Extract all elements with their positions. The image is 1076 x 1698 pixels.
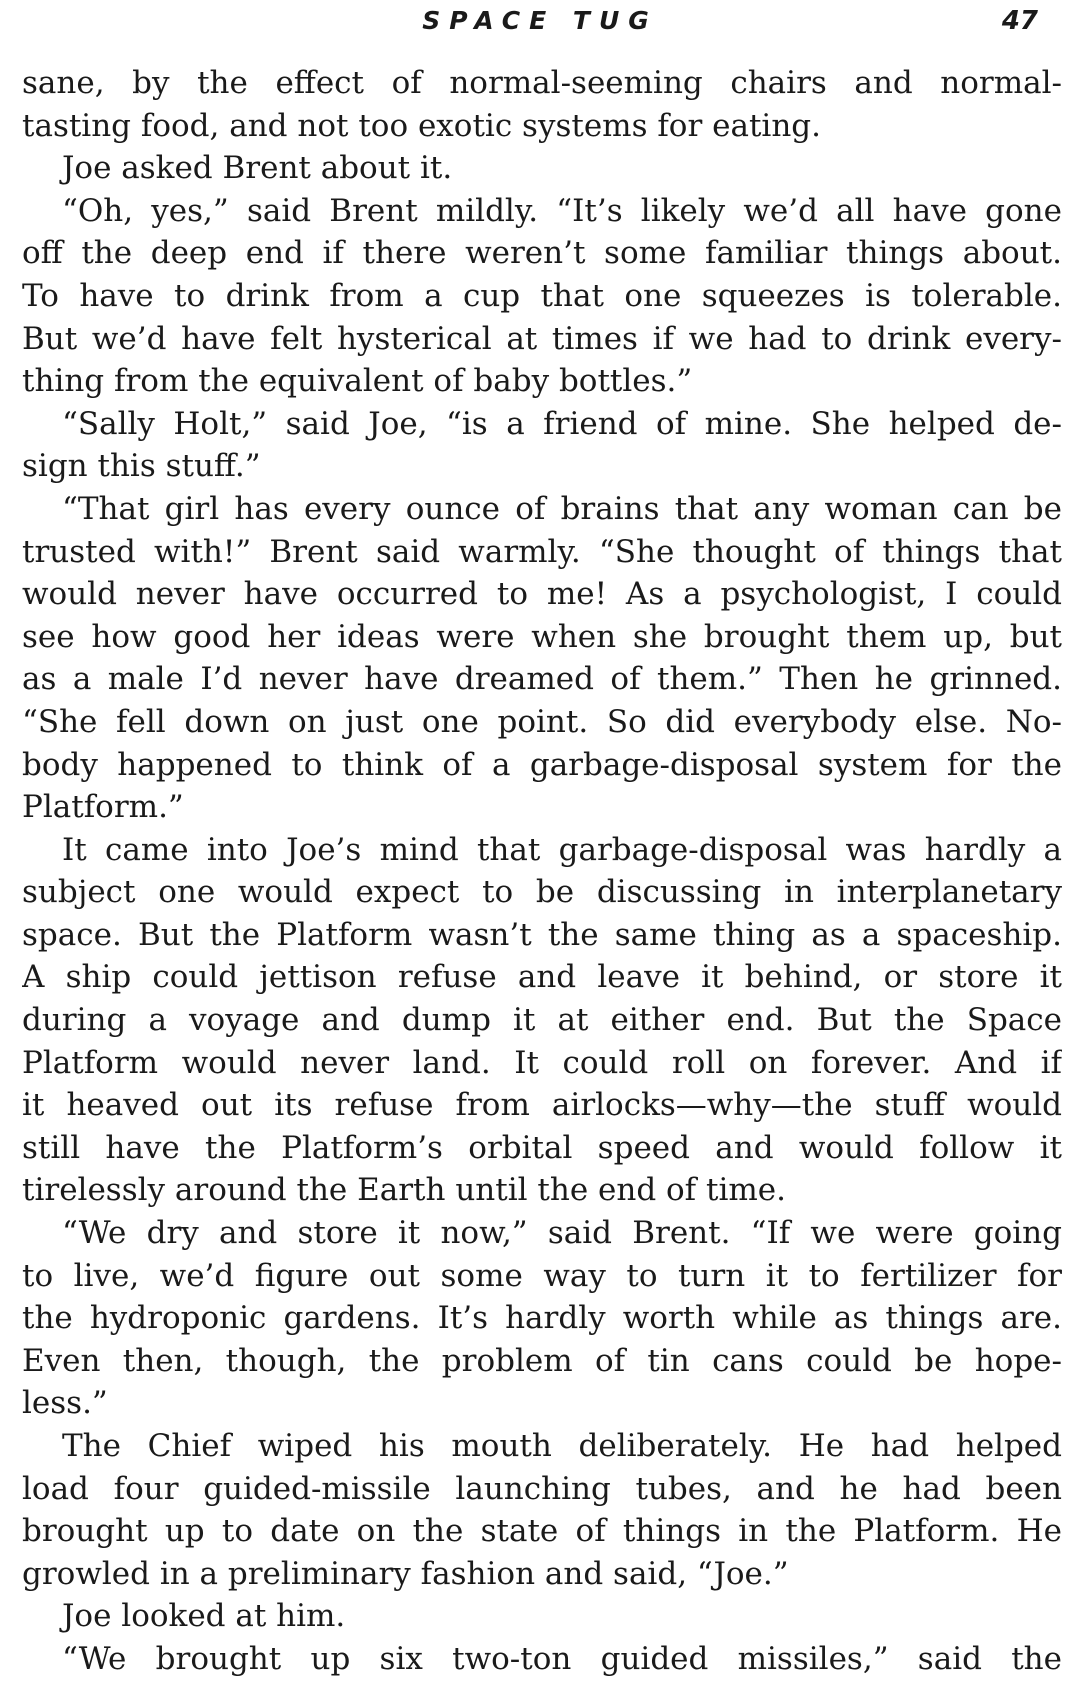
text-line: The Chief wiped his mouth deliberately. He had helped (62, 1428, 1062, 1464)
text-line: still have the Platform’s orbital speed and would follow it (22, 1129, 1062, 1166)
text-line: tirelessly around the Earth until the end of time. (22, 1172, 786, 1209)
text-line: trusted with!” Brent said warmly. “She thought of things that (22, 533, 1062, 570)
text-line: Joe looked at him. (62, 1598, 346, 1635)
text-line: the hydroponic gardens. It’s hardly worth while as things are. (22, 1300, 1062, 1337)
text-line: Platform.” (22, 789, 184, 826)
text-line: But we’d have felt hysterical at times if we had to drink every- (22, 320, 1062, 357)
text-line: Joe asked Brent about it. (62, 150, 453, 187)
text-line: It came into Joe’s mind that garbage-disposal was hardly a (62, 831, 1062, 868)
text-line: would never have occurred to me! As a psychologist, I could (22, 576, 1062, 613)
text-line: “Sally Holt,” said Joe, “is a friend of mine. She helped de- (62, 405, 1062, 442)
text-line: subject one would expect to be discussing in interplanetary (22, 874, 1062, 911)
text-line: “That girl has every ounce of brains that any woman can be (62, 490, 1062, 527)
text-line: Even then, though, the problem of tin cans could be hope- (22, 1342, 1062, 1379)
text-line: space. But the Platform wasn’t the same thing as a spaceship. (22, 916, 1062, 953)
text-line: “Oh, yes,” said Brent mildly. “It’s likely we’d all have gone (62, 192, 1062, 229)
text-line: see how good her ideas were when she brought them up, but (22, 618, 1062, 655)
text-line: “We brought up six two-ton guided missiles,” said the (62, 1640, 1062, 1677)
text-line: “She fell down on just one point. So did everybody else. No- (22, 703, 1062, 740)
text-line: sane, by the effect of normal-seeming chairs and normal- (22, 65, 1062, 101)
running-head (20, 2, 1060, 46)
text-line: “We dry and store it now,” said Brent. “If we were going (62, 1215, 1062, 1252)
text-line: body happened to think of a garbage-disposal system for the (22, 746, 1062, 783)
text-line: off the deep end if there weren’t some familiar things about. (22, 235, 1062, 272)
text-line: To have to drink from a cup that one squeezes is tolerable. (22, 277, 1062, 314)
page-number: 47 (1001, 6, 1038, 36)
text-line: tasting food, and not too exotic systems for eating. (22, 107, 822, 144)
body-text (22, 62, 1062, 1681)
text-line: less.” (22, 1385, 108, 1422)
text-line: load four guided-missile launching tubes, and he had been (22, 1470, 1062, 1507)
text-line: sign this stuff.” (22, 448, 261, 485)
running-title: SPACE TUG (422, 6, 658, 35)
text-line: thing from the equivalent of baby bottles.” (22, 363, 693, 400)
text-line: brought up to date on the state of things in the Platform. He (22, 1513, 1062, 1550)
text-line: to live, we’d figure out some way to turn it to fertilizer for (22, 1257, 1062, 1294)
text-line: A ship could jettison refuse and leave it behind, or store it (22, 959, 1062, 996)
text-line: during a voyage and dump it at either end. But the Space (22, 1002, 1062, 1039)
text-line: Platform would never land. It could roll on forever. And if (22, 1044, 1062, 1081)
text-line: as a male I’d never have dreamed of them.” Then he grinned. (22, 661, 1062, 698)
text-line: growled in a preliminary fashion and said, “Joe.” (22, 1555, 789, 1592)
text-line: it heaved out its refuse from airlocks—why—the stuff would (22, 1087, 1062, 1124)
